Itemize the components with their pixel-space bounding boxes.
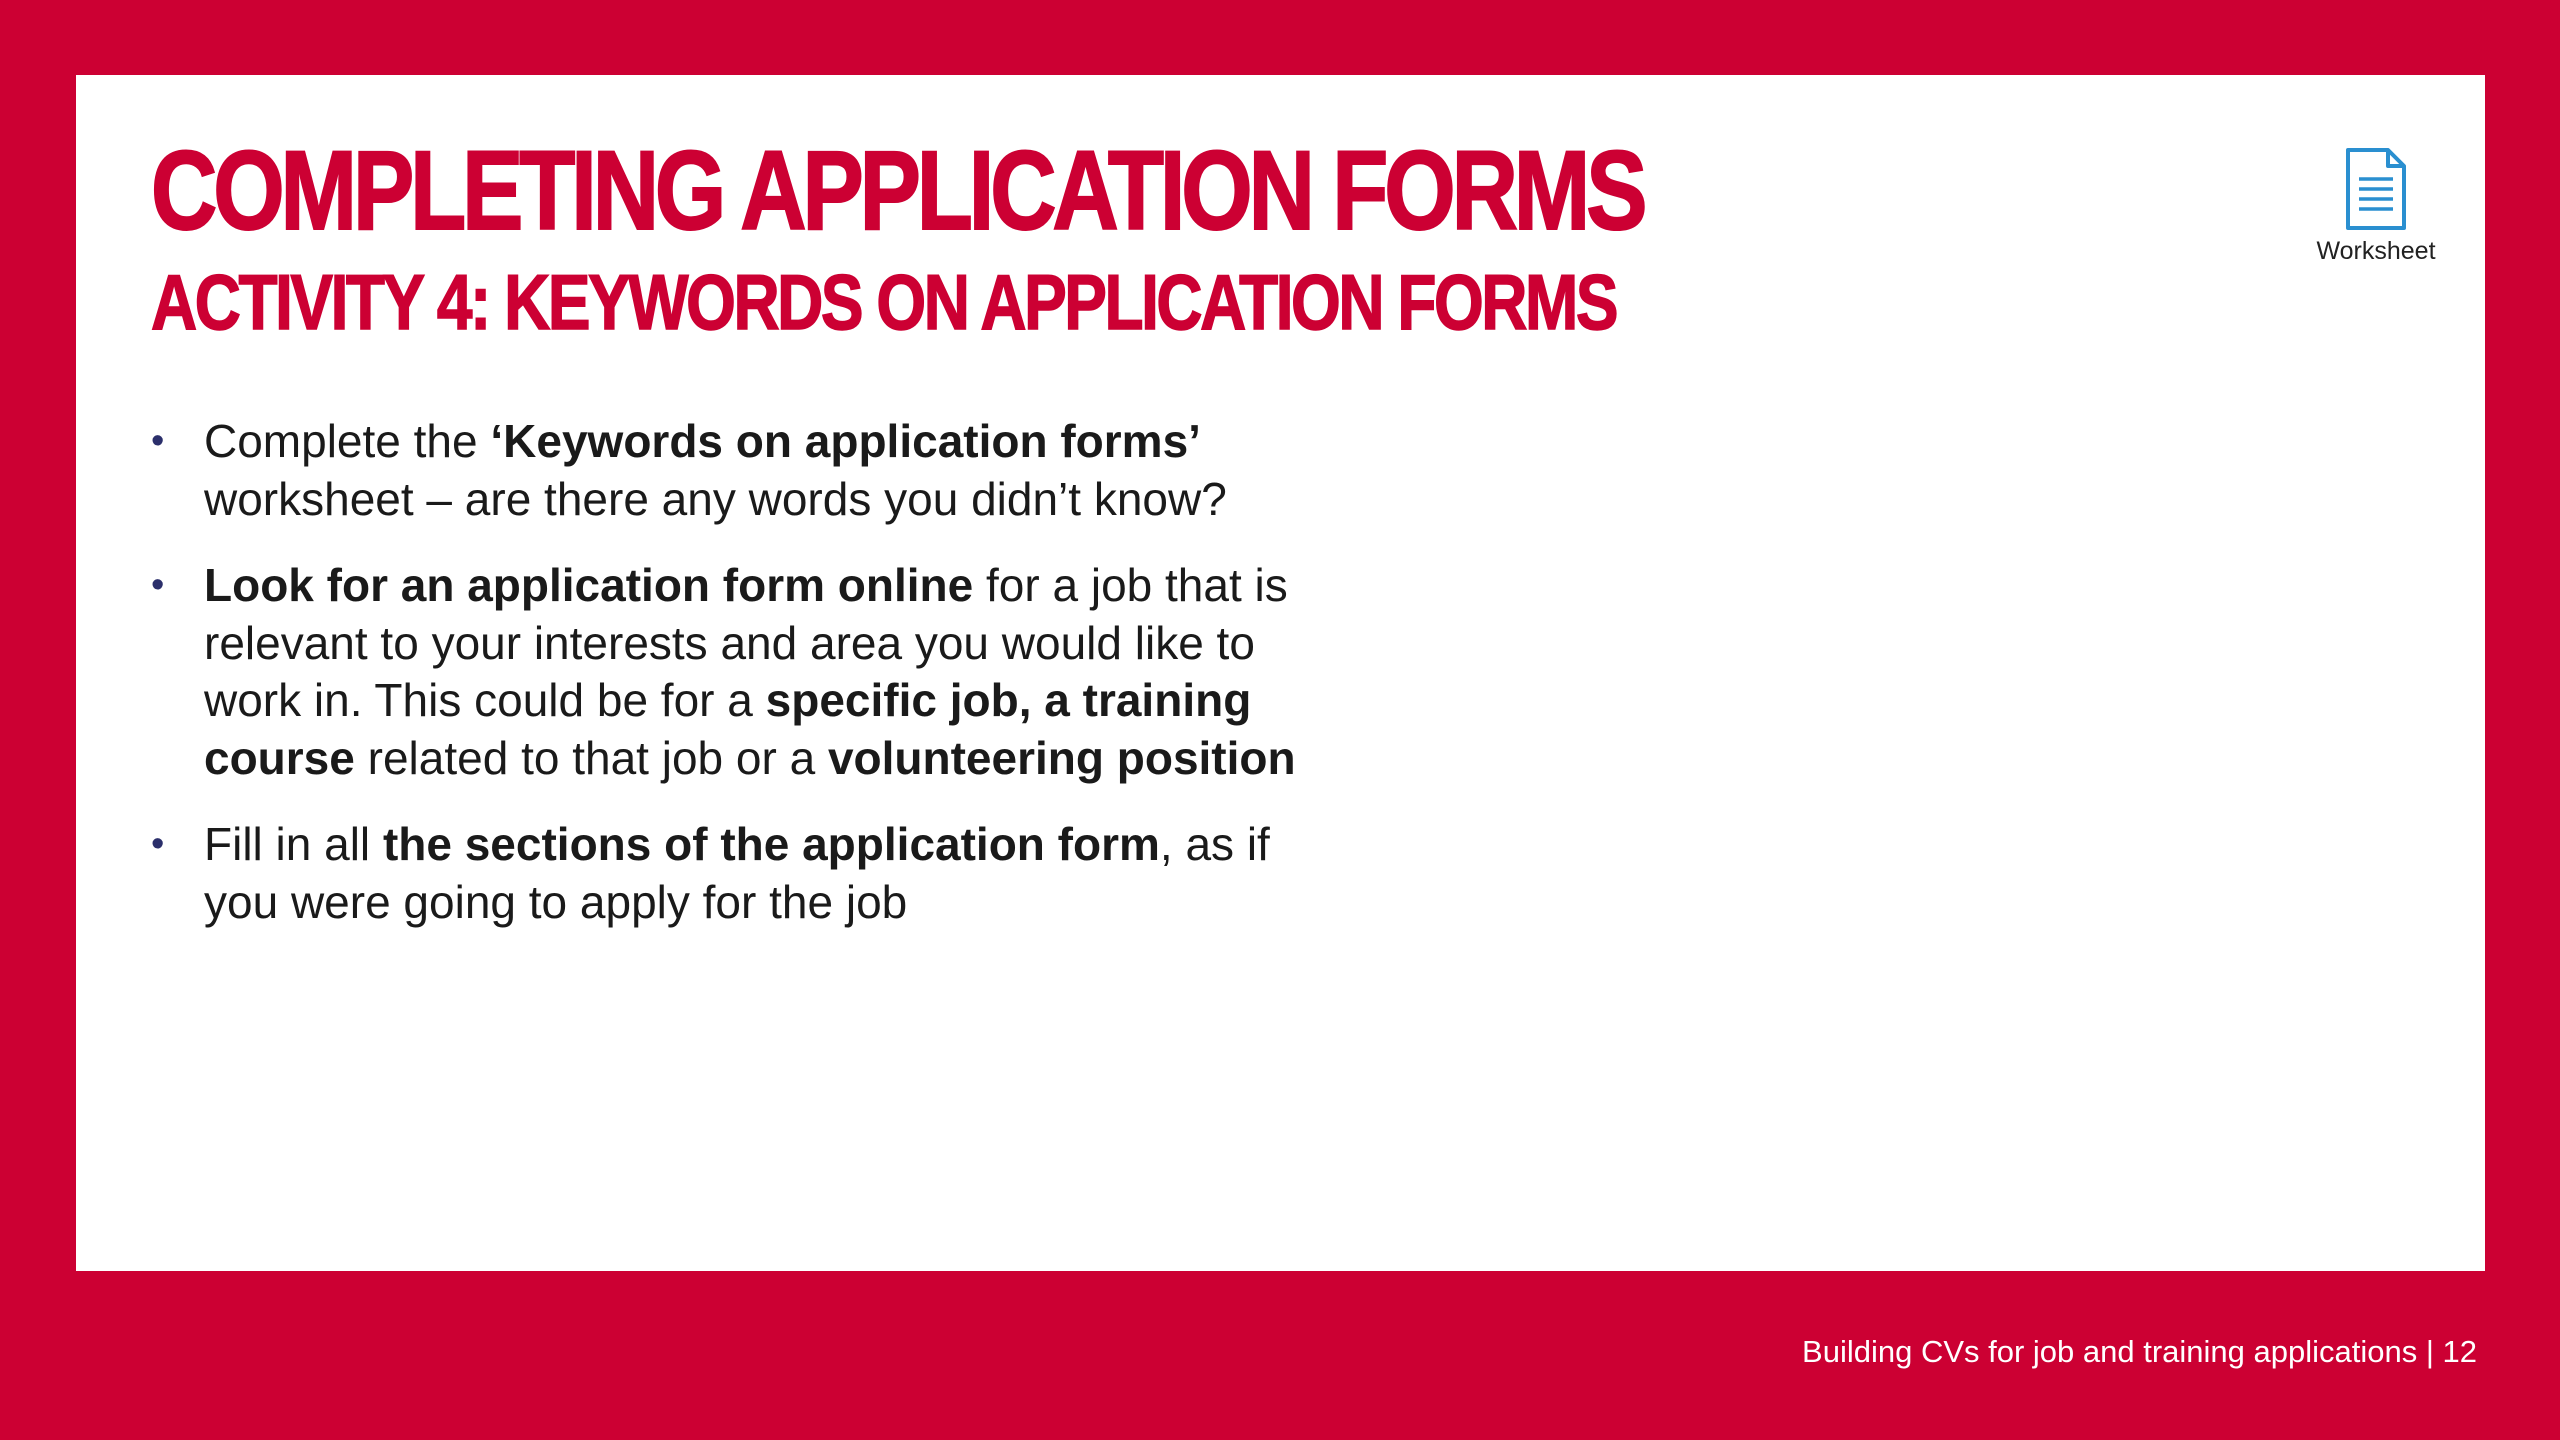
- bullet-text-segment: worksheet – are there any words you didn’t know?: [204, 472, 1227, 525]
- slide-subtitle: ACTIVITY 4: KEYWORDS ON APPLICATION FORMS: [151, 258, 1617, 346]
- bullet-text-bold: specific job, a training course: [204, 674, 1252, 784]
- bullet-item: [151, 557, 1351, 787]
- bullet-dot-icon: •: [151, 420, 165, 462]
- bullet-dot-icon: •: [151, 564, 165, 606]
- bullet-text-bold: the sections of the application form: [382, 818, 1160, 870]
- bullet-text-segment: , as if you were going to apply for the job: [204, 818, 1270, 928]
- worksheet-badge: [2301, 147, 2451, 277]
- slide-title: COMPLETING APPLICATION FORMS: [151, 128, 1644, 253]
- bullet-list: [151, 413, 1351, 960]
- bullet-text-segment: Fill in all: [204, 818, 383, 870]
- footer-page-label: Building CVs for job and training applications | 12: [1802, 1334, 2477, 1369]
- bullet-item: [151, 413, 1351, 528]
- bullet-item: [151, 816, 1351, 931]
- slide-content-panel: [76, 75, 2485, 1271]
- bullet-text-bold: volunteering position: [827, 731, 1296, 784]
- worksheet-label: Worksheet: [2316, 237, 2436, 265]
- bullet-text-segment: Complete the: [204, 415, 491, 467]
- bullet-text-bold: ‘Keywords on application forms’: [490, 415, 1201, 467]
- bullet-text-bold: Look for an application form online: [204, 559, 974, 611]
- bullet-text-segment: related to that job or a: [354, 731, 828, 784]
- document-icon: [2345, 147, 2407, 231]
- bullet-dot-icon: •: [151, 823, 165, 865]
- bullet-text-segment: for a job that is relevant to your interests and area you would like to work in. This could be for a: [204, 559, 1288, 726]
